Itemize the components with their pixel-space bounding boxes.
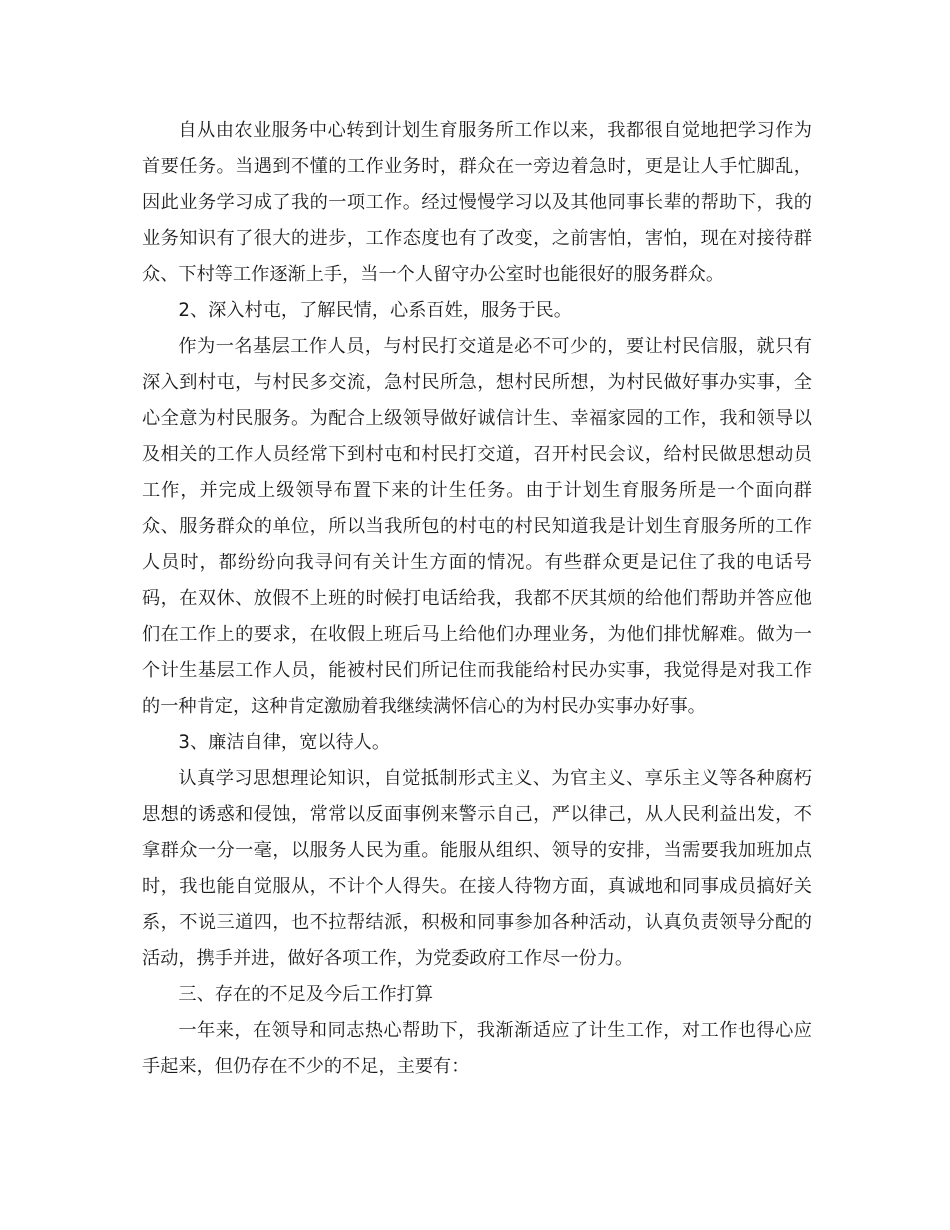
heading-shortcomings: 三、存在的不足及今后工作打算 — [178, 984, 434, 1005]
heading-integrity: 3、廉洁自律，宽以待人。 — [178, 732, 391, 753]
paragraph-village-service: 作为一名基层工作人员，与村民打交道是必不可少的，要让村民信服，就只有深入到村屯，与村民多交流，急村民所急，想村民所想，为村民做好事办实事，全心全意为村民服务。为配合上级领导做好诚信计生、幸福家园的工作，我和领导以及相关的工作人员经常下到村屯和村民打交道，召开村民会议，给村民做思想动员工作，并完成上级领导布置下来的计生任务。由于计划生育服务所是一个面向群众、服务群众的单位，所以当我所包的村屯的村民知道我是计划生育服务所的工作人员时，都纷纷向我寻问有关计生方面的情况。有些群众更是记住了我的电话号码，在双休、放假不上班的时候打电话给我，我都不厌其烦的给他们帮助并答应他们在工作上的要求，在收假上班后马上给他们办理业务，为他们排忧解难。做为一个计生基层工作人员，能被村民们所记住而我能给村民办实事，我觉得是对我工作的一种肯定，这种肯定激励着我继续满怀信心的为村民办实事办好事。 — [142, 336, 812, 717]
paragraph-study: 自从由农业服务中心转到计划生育服务所工作以来，我都很自觉地把学习作为首要任务。当遇到不懂的工作业务时，群众在一旁边着急时，更是让人手忙脚乱，因此业务学习成了我的一项工作。经过慢慢学习以及其他同事长辈的帮助下，我的业务知识有了很大的进步，工作态度也有了改变，之前害怕，害怕，现在对接待群众、下村等工作逐渐上手，当一个人留守办公室时也能很好的服务群众。 — [142, 120, 812, 285]
heading-village-service: 2、深入村屯，了解民情，心系百姓，服务于民。 — [178, 300, 572, 321]
paragraph-shortcomings: 一年来，在领导和同志热心帮助下，我渐渐适应了计生工作，对工作也得心应手起来，但仍存在不少的不足，主要有： — [142, 1020, 812, 1077]
document-body — [142, 113, 812, 1085]
paragraph-integrity: 认真学习思想理论知识，自觉抵制形式主义、为官主义、享乐主义等各种腐朽思想的诱惑和侵蚀，常常以反面事例来警示自己，严以律己，从人民利益出发，不拿群众一分一毫，以服务人民为重。能服从组织、领导的安排，当需要我加班加点时，我也能自觉服从，不计个人得失。在接人待物方面，真诚地和同事成员搞好关系，不说三道四，也不拉帮结派，积极和同事参加各种活动，认真负责领导分配的活动，携手并进，做好各项工作，为党委政府工作尽一份力。 — [142, 768, 812, 969]
